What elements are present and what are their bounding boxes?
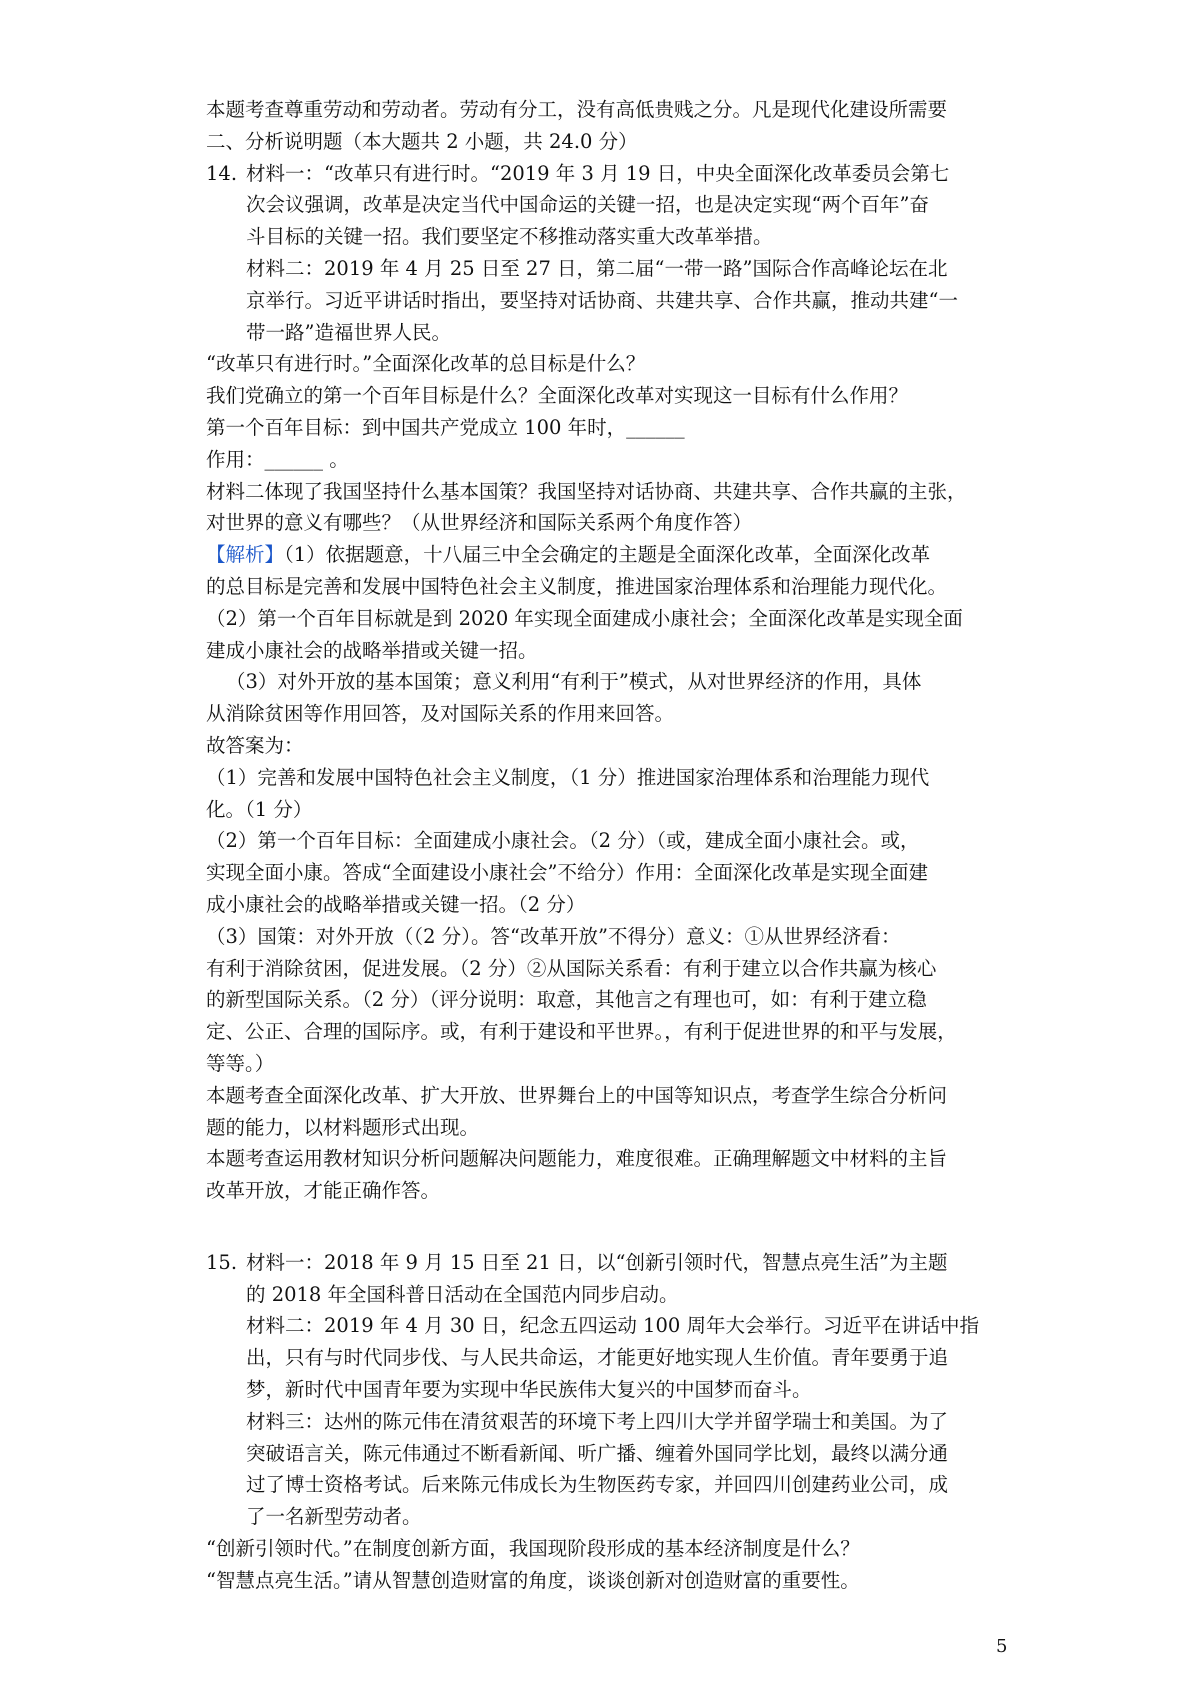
q15-material-2-line-3: 梦，新时代中国青年要为实现中华民族伟大复兴的中国梦而奋斗。 <box>246 1378 812 1402</box>
q15-material-1-line-2: 的 2018 年全国科普日活动在全国范内同步启动。 <box>246 1282 679 1306</box>
q14-answer-line-1: 故答案为： <box>206 733 304 757</box>
q14-answer-line-6: 成小康社会的战略举措或关键一招。（2 分） <box>206 892 586 916</box>
q14-answer-line-12: 本题考查全面深化改革、扩大开放、世界舞台上的中国等知识点，考查学生综合分析问 <box>206 1083 948 1107</box>
q14-material-2-line-3: 带一路”造福世界人民。 <box>246 320 451 344</box>
q15-number: 15. <box>206 1250 238 1274</box>
q14-answer-line-4: （2）第一个百年目标：全面建成小康社会。（2 分）（或，建成全面小康社会。或， <box>206 829 920 853</box>
q14-analysis-line-5: （3）对外开放的基本国策；意义利用“有利于”模式，从对世界经济的作用，具体 <box>226 670 922 694</box>
q14-material-1-line-1 <box>206 158 1006 190</box>
q14-material-1-text-1: 材料一：“改革只有进行时。“2019 年 3 月 19 日，中央全面深化改革委员会第七 <box>246 161 950 185</box>
q14-material-1-line-2: 次会议强调，改革是决定当代中国命运的关键一招，也是决定实现“两个百年”奋 <box>246 193 929 217</box>
q14-analysis-line-2: 的总目标是完善和发展中国特色社会主义制度，推进国家治理体系和治理能力现代化。 <box>206 574 948 598</box>
q15-material-3-line-2: 突破语言关，陈元伟通过不断看新闻、听广播、缠着外国同学比划，最终以满分通 <box>246 1441 949 1465</box>
q14-analysis-line-4: 建成小康社会的战略举措或关键一招。 <box>206 638 538 662</box>
q14-answer-line-5: 实现全面小康。答成“全面建设小康社会”不给分）作用：全面深化改革是实现全面建 <box>206 861 928 885</box>
q14-answer-line-13: 题的能力，以材料题形式出现。 <box>206 1115 480 1139</box>
q14-analysis-line-3: （2）第一个百年目标就是到 2020 年实现全面建成小康社会；全面深化改革是实现全面 <box>206 606 963 630</box>
page-number: 5 <box>996 1636 1008 1657</box>
q15-material-1-text-1: 材料一：2018 年 9 月 15 日至 21 日，以“创新引领时代，智慧点亮生活”为主题 <box>246 1250 948 1274</box>
q14-analysis-line-6: 从消除贫困等作用回答，及对国际关系的作用来回答。 <box>206 702 675 726</box>
q14-fill-blank-1: 第一个百年目标：到中国共产党成立 100 年时，______ <box>206 415 685 439</box>
q14-answer-line-8: 有利于消除贫困，促进发展。（2 分）②从国际关系看：有利于建立以合作共赢为核心 <box>206 956 937 980</box>
q15-question-1: “创新引领时代。”在制度创新方面，我国现阶段形成的基本经济制度是什么？ <box>206 1537 860 1561</box>
q14-answer-line-11: 等等。） <box>206 1051 275 1075</box>
q14-number: 14. <box>206 161 238 185</box>
q15-material-3-line-3: 过了博士资格考试。后来陈元伟成长为生物医药专家，并回四川创建药业公司，成 <box>246 1473 949 1497</box>
carry-over-line: 本题考查尊重劳动和劳动者。劳动有分工，没有高低贵贱之分。凡是现代化建设所需要 <box>206 98 948 121</box>
question-14 <box>206 158 1006 1207</box>
q14-answer-line-14: 本题考查运用教材知识分析问题解决问题能力，难度很难。正确理解题文中材料的主旨 <box>206 1147 948 1171</box>
q14-question-2: 我们党确立的第一个百年目标是什么？全面深化改革对实现这一目标有什么作用？ <box>206 384 909 408</box>
q14-question-3-line-1: 材料二体现了我国坚持什么基本国策？我国坚持对话协商、共建共享、合作共赢的主张， <box>206 479 967 503</box>
q15-material-3-line-4: 了一名新型劳动者。 <box>246 1505 422 1529</box>
q15-material-2-line-2: 出，只有与时代同步伐、与人民共命运，才能更好地实现人生价值。青年要勇于追 <box>246 1346 949 1370</box>
q14-material-1-line-3: 斗目标的关键一招。我们要坚定不移推动落实重大改革举措。 <box>246 225 773 249</box>
q14-fill-blank-2: 作用：______ 。 <box>206 447 349 471</box>
q14-answer-line-10: 定、公正、合理的国际序。或，有利于建设和平世界。，有利于促进世界的和平与发展， <box>206 1020 957 1044</box>
q14-answer-line-15: 改革开放，才能正确作答。 <box>206 1179 441 1203</box>
section-heading: 二、分析说明题（本大题共 2 小题，共 24.0 分） <box>206 129 638 153</box>
q14-answer-line-7: （3）国策：对外开放（（2 分）。答“改革开放”不得分）意义：①从世界经济看： <box>206 924 901 948</box>
question-spacer <box>206 1207 1006 1247</box>
q14-answer-line-3: 化。（1 分） <box>206 797 313 821</box>
page-content <box>206 94 1006 1597</box>
q14-answer-line-2: （1）完善和发展中国特色社会主义制度，（1 分）推进国家治理体系和治理能力现代 <box>206 765 930 789</box>
analysis-label: 【解析】 <box>206 543 285 567</box>
q15-question-2: “智慧点亮生活。”请从智慧创造财富的角度，谈谈创新对创造财富的重要性。 <box>206 1568 860 1592</box>
q14-answer-line-9: 的新型国际关系。（2 分）（评分说明：取意，其他言之有理也可，如：有利于建立稳 <box>206 988 927 1012</box>
q14-analysis-text-1: （1）依据题意，十八届三中全会确定的主题是全面深化改革，全面深化改革 <box>284 543 931 567</box>
q15-material-3-line-1: 材料三：达州的陈元伟在清贫艰苦的环境下考上四川大学并留学瑞士和美国。为了 <box>246 1409 949 1433</box>
question-15 <box>206 1247 1006 1597</box>
q14-analysis-line-1 <box>206 539 1006 571</box>
q14-material-2-line-1: 材料二：2019 年 4 月 25 日至 27 日，第二届“一带一路”国际合作高峰论坛在北 <box>246 256 948 280</box>
q14-question-3-line-2: 对世界的意义有哪些？（从世界经济和国际关系两个角度作答） <box>206 511 753 535</box>
q14-question-1: “改革只有进行时。”全面深化改革的总目标是什么？ <box>206 352 646 376</box>
q15-material-2-line-1: 材料二：2019 年 4 月 30 日，纪念五四运动 100 周年大会举行。习近平在讲话中指 <box>246 1314 979 1338</box>
q15-material-1-line-1 <box>206 1247 1006 1279</box>
q14-material-2-line-2: 京举行。习近平讲话时指出，要坚持对话协商、共建共享、合作共赢，推动共建“一 <box>246 288 958 312</box>
